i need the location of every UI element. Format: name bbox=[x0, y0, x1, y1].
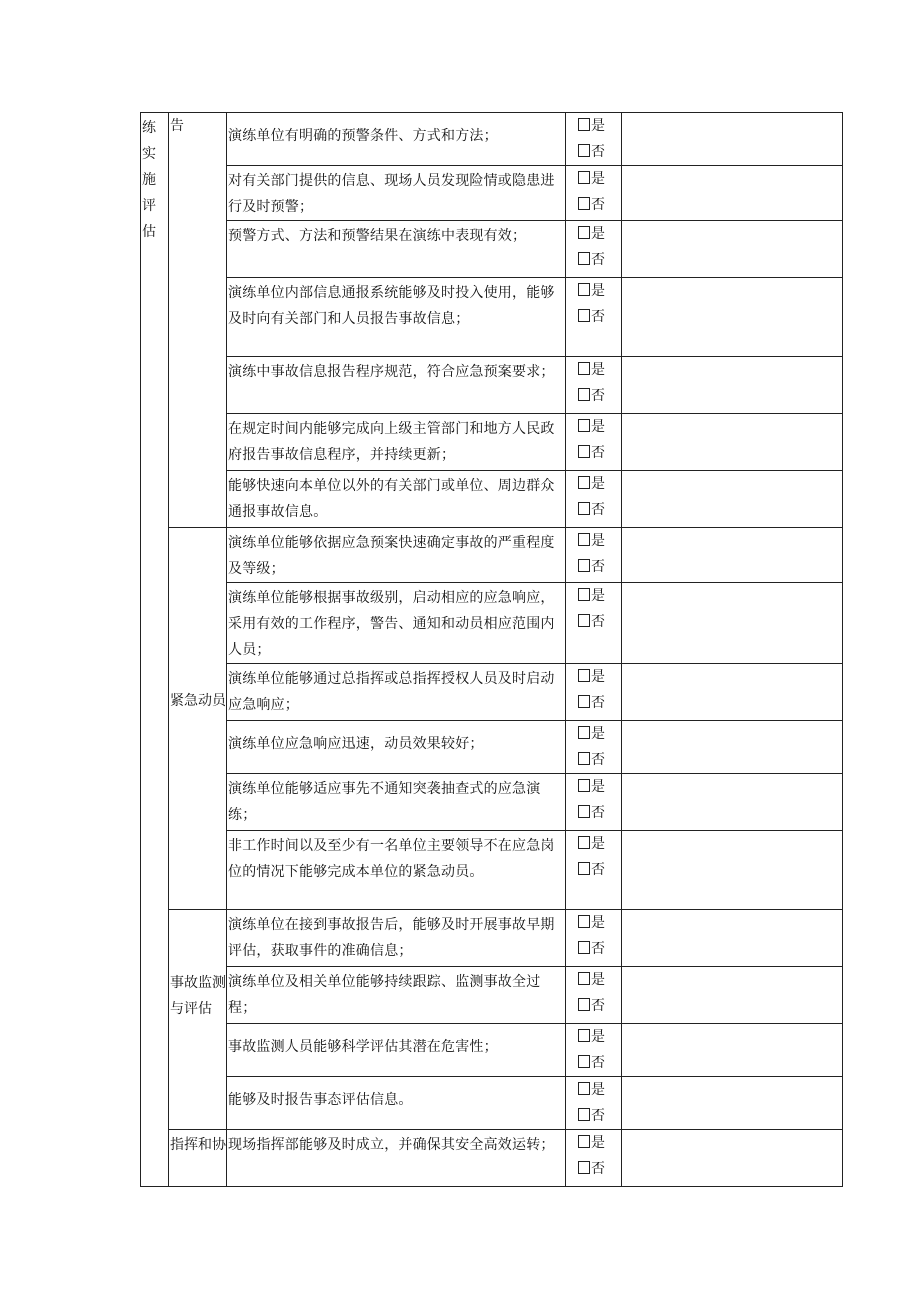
yes-no-cell bbox=[566, 721, 622, 774]
checkbox-square-icon[interactable] bbox=[578, 669, 590, 682]
no-checkbox[interactable] bbox=[566, 800, 621, 826]
criterion-text: 演练单位能够通过总指挥或总指挥授权人员及时启动应急响应； bbox=[228, 671, 555, 713]
yes-no-cell bbox=[566, 528, 622, 583]
yes-checkbox[interactable] bbox=[566, 166, 621, 192]
remarks-cell[interactable] bbox=[622, 664, 843, 721]
no-checkbox-label: 否 bbox=[591, 252, 605, 268]
checkbox-square-icon[interactable] bbox=[578, 144, 590, 157]
no-checkbox[interactable] bbox=[566, 690, 621, 716]
no-checkbox-label: 否 bbox=[591, 805, 605, 821]
yes-no-cell bbox=[566, 357, 622, 414]
criterion-text: 演练单位内部信息通报系统能够及时投入使用，能够及时向有关部门和人员报告事故信息； bbox=[228, 285, 555, 327]
yes-checkbox-label: 是 bbox=[591, 972, 605, 988]
checkbox-square-icon[interactable] bbox=[578, 752, 590, 765]
criterion-text: 演练单位能够根据事故级别，启动相应的应急响应，采用有效的工作程序，警告、通知和动员相应范围内人员； bbox=[228, 590, 555, 658]
no-checkbox[interactable] bbox=[566, 936, 621, 962]
table-row bbox=[141, 583, 843, 664]
remarks-cell[interactable] bbox=[622, 967, 843, 1024]
checkbox-square-icon[interactable] bbox=[578, 588, 590, 601]
no-checkbox-label: 否 bbox=[591, 1161, 605, 1177]
no-checkbox-label: 否 bbox=[591, 502, 605, 518]
no-checkbox[interactable] bbox=[566, 857, 621, 883]
checkbox-square-icon[interactable] bbox=[578, 476, 590, 489]
yes-no-cell bbox=[566, 414, 622, 471]
no-checkbox-label: 否 bbox=[591, 144, 605, 160]
table-row bbox=[141, 414, 843, 471]
no-checkbox-label: 否 bbox=[591, 614, 605, 630]
no-checkbox[interactable] bbox=[566, 747, 621, 773]
remarks-cell[interactable] bbox=[622, 113, 843, 166]
checkbox-square-icon[interactable] bbox=[578, 283, 590, 296]
criterion-text: 能够及时报告事态评估信息。 bbox=[228, 1092, 413, 1108]
no-checkbox-label: 否 bbox=[591, 1055, 605, 1071]
yes-checkbox[interactable] bbox=[566, 721, 621, 747]
no-checkbox[interactable] bbox=[566, 304, 621, 330]
table-row bbox=[141, 831, 843, 910]
checkbox-square-icon[interactable] bbox=[578, 779, 590, 792]
criterion-text: 演练单位能够适应事先不通知突袭抽查式的应急演练； bbox=[228, 781, 541, 823]
yes-checkbox[interactable] bbox=[566, 1130, 621, 1156]
criterion-cell bbox=[227, 831, 566, 910]
checkbox-square-icon[interactable] bbox=[578, 695, 590, 708]
yes-checkbox-label: 是 bbox=[591, 1082, 605, 1098]
table-row bbox=[141, 278, 843, 357]
yes-checkbox-label: 是 bbox=[591, 533, 605, 549]
criterion-text: 演练单位能够依据应急预案快速确定事故的严重程度及等级； bbox=[228, 535, 555, 577]
checkbox-square-icon[interactable] bbox=[578, 197, 590, 210]
checkbox-square-icon[interactable] bbox=[578, 559, 590, 572]
checkbox-square-icon[interactable] bbox=[578, 445, 590, 458]
category-cell bbox=[169, 1130, 227, 1187]
remarks-cell[interactable] bbox=[622, 278, 843, 357]
checkbox-square-icon[interactable] bbox=[578, 309, 590, 322]
yes-checkbox-label: 是 bbox=[591, 1029, 605, 1045]
checkbox-square-icon[interactable] bbox=[578, 502, 590, 515]
no-checkbox[interactable] bbox=[566, 554, 621, 580]
checkbox-square-icon[interactable] bbox=[578, 1161, 590, 1174]
yes-no-cell bbox=[566, 1130, 622, 1187]
yes-checkbox-label: 是 bbox=[591, 1135, 605, 1151]
no-checkbox[interactable] bbox=[566, 1103, 621, 1129]
yes-checkbox[interactable] bbox=[566, 471, 621, 497]
checkbox-square-icon[interactable] bbox=[578, 972, 590, 985]
checkbox-square-icon[interactable] bbox=[578, 805, 590, 818]
yes-checkbox-label: 是 bbox=[591, 226, 605, 242]
remarks-cell[interactable] bbox=[622, 471, 843, 528]
yes-checkbox-label: 是 bbox=[591, 588, 605, 604]
remarks-cell[interactable] bbox=[622, 583, 843, 664]
criterion-cell bbox=[227, 664, 566, 721]
criterion-cell bbox=[227, 1024, 566, 1077]
yes-no-cell bbox=[566, 221, 622, 278]
remarks-cell[interactable] bbox=[622, 831, 843, 910]
no-checkbox-label: 否 bbox=[591, 388, 605, 404]
table-row bbox=[141, 1130, 843, 1187]
yes-checkbox[interactable] bbox=[566, 221, 621, 247]
criterion-cell bbox=[227, 721, 566, 774]
yes-checkbox-label: 是 bbox=[591, 362, 605, 378]
no-checkbox-label: 否 bbox=[591, 1108, 605, 1124]
criterion-text: 预警方式、方法和预警结果在演练中表现有效； bbox=[228, 228, 527, 244]
no-checkbox[interactable] bbox=[566, 609, 621, 635]
no-checkbox-label: 否 bbox=[591, 941, 605, 957]
category-cell bbox=[169, 910, 227, 1130]
criterion-text: 现场指挥部能够及时成立，并确保其安全高效运转； bbox=[228, 1137, 555, 1153]
remarks-cell[interactable] bbox=[622, 1077, 843, 1130]
checkbox-square-icon[interactable] bbox=[578, 419, 590, 432]
section-label-cell bbox=[141, 113, 169, 1187]
checkbox-square-icon[interactable] bbox=[578, 252, 590, 265]
yes-checkbox-label: 是 bbox=[591, 915, 605, 931]
category-label: 紧急动员 bbox=[170, 693, 226, 709]
checkbox-square-icon[interactable] bbox=[578, 1055, 590, 1068]
criterion-text: 演练中事故信息报告程序规范，符合应急预案要求； bbox=[228, 364, 555, 380]
criterion-cell bbox=[227, 528, 566, 583]
table-row bbox=[141, 166, 843, 221]
evaluation-table bbox=[140, 112, 843, 1187]
checkbox-square-icon[interactable] bbox=[578, 171, 590, 184]
yes-checkbox[interactable] bbox=[566, 113, 621, 139]
remarks-cell[interactable] bbox=[622, 166, 843, 221]
criterion-cell bbox=[227, 278, 566, 357]
criterion-cell bbox=[227, 166, 566, 221]
checkbox-square-icon[interactable] bbox=[578, 362, 590, 375]
yes-checkbox-label: 是 bbox=[591, 779, 605, 795]
criterion-cell bbox=[227, 1130, 566, 1187]
criterion-cell bbox=[227, 471, 566, 528]
section-label: 练实施评估 bbox=[142, 120, 156, 240]
yes-no-cell bbox=[566, 113, 622, 166]
no-checkbox[interactable] bbox=[566, 993, 621, 1019]
yes-no-cell bbox=[566, 664, 622, 721]
yes-checkbox[interactable] bbox=[566, 774, 621, 800]
criterion-text: 演练单位应急响应迅速，动员效果较好； bbox=[228, 736, 484, 752]
yes-no-cell bbox=[566, 967, 622, 1024]
checkbox-square-icon[interactable] bbox=[578, 915, 590, 928]
checkbox-square-icon[interactable] bbox=[578, 1029, 590, 1042]
table-row bbox=[141, 113, 843, 166]
criterion-text: 演练单位在接到事故报告后，能够及时开展事故早期评估，获取事件的准确信息； bbox=[228, 917, 555, 959]
no-checkbox-label: 否 bbox=[591, 752, 605, 768]
table-row bbox=[141, 357, 843, 414]
remarks-cell[interactable] bbox=[622, 910, 843, 967]
criterion-cell bbox=[227, 1077, 566, 1130]
yes-checkbox-label: 是 bbox=[591, 171, 605, 187]
yes-checkbox-label: 是 bbox=[591, 836, 605, 852]
category-cell bbox=[169, 113, 227, 528]
yes-checkbox[interactable] bbox=[566, 1024, 621, 1050]
remarks-cell[interactable] bbox=[622, 721, 843, 774]
yes-no-cell bbox=[566, 471, 622, 528]
checkbox-square-icon[interactable] bbox=[578, 1108, 590, 1121]
no-checkbox-label: 否 bbox=[591, 862, 605, 878]
criterion-text: 对有关部门提供的信息、现场人员发现险情或隐患进行及时预警； bbox=[228, 173, 555, 215]
table-row bbox=[141, 221, 843, 278]
no-checkbox[interactable] bbox=[566, 192, 621, 218]
no-checkbox-label: 否 bbox=[591, 309, 605, 325]
table-row bbox=[141, 1024, 843, 1077]
criterion-text: 能够快速向本单位以外的有关部门或单位、周边群众通报事故信息。 bbox=[228, 478, 555, 520]
checkbox-square-icon[interactable] bbox=[578, 836, 590, 849]
checkbox-square-icon[interactable] bbox=[578, 388, 590, 401]
no-checkbox[interactable] bbox=[566, 440, 621, 466]
yes-checkbox-label: 是 bbox=[591, 726, 605, 742]
yes-no-cell bbox=[566, 583, 622, 664]
criterion-cell bbox=[227, 113, 566, 166]
table-row bbox=[141, 664, 843, 721]
criterion-cell bbox=[227, 414, 566, 471]
yes-checkbox-label: 是 bbox=[591, 118, 605, 134]
remarks-cell[interactable] bbox=[622, 774, 843, 831]
yes-checkbox[interactable] bbox=[566, 528, 621, 554]
checkbox-square-icon[interactable] bbox=[578, 533, 590, 546]
table-row bbox=[141, 967, 843, 1024]
criterion-text: 演练单位有明确的预警条件、方式和方法； bbox=[228, 128, 498, 144]
table-row bbox=[141, 774, 843, 831]
criterion-cell bbox=[227, 221, 566, 278]
checkbox-square-icon[interactable] bbox=[578, 1082, 590, 1095]
remarks-cell[interactable] bbox=[622, 528, 843, 583]
criterion-text: 事故监测人员能够科学评估其潜在危害性； bbox=[228, 1039, 498, 1055]
category-label: 告 bbox=[170, 118, 184, 134]
yes-no-cell bbox=[566, 774, 622, 831]
criterion-cell bbox=[227, 774, 566, 831]
table-row bbox=[141, 528, 843, 583]
no-checkbox[interactable] bbox=[566, 383, 621, 409]
remarks-cell[interactable] bbox=[622, 1130, 843, 1187]
checkbox-square-icon[interactable] bbox=[578, 726, 590, 739]
remarks-cell[interactable] bbox=[622, 1024, 843, 1077]
checkbox-square-icon[interactable] bbox=[578, 614, 590, 627]
yes-no-cell bbox=[566, 1077, 622, 1130]
no-checkbox-label: 否 bbox=[591, 998, 605, 1014]
criterion-cell bbox=[227, 967, 566, 1024]
table-row bbox=[141, 910, 843, 967]
table-row bbox=[141, 471, 843, 528]
category-label: 事故监测与评估 bbox=[170, 975, 226, 1017]
yes-checkbox[interactable] bbox=[566, 910, 621, 936]
yes-checkbox[interactable] bbox=[566, 967, 621, 993]
yes-checkbox[interactable] bbox=[566, 1077, 621, 1103]
checkbox-square-icon[interactable] bbox=[578, 862, 590, 875]
yes-checkbox[interactable] bbox=[566, 414, 621, 440]
no-checkbox[interactable] bbox=[566, 497, 621, 523]
remarks-cell[interactable] bbox=[622, 357, 843, 414]
criterion-cell bbox=[227, 357, 566, 414]
yes-checkbox-label: 是 bbox=[591, 283, 605, 299]
yes-checkbox[interactable] bbox=[566, 583, 621, 609]
checkbox-square-icon[interactable] bbox=[578, 226, 590, 239]
category-label: 指挥和协 bbox=[170, 1137, 226, 1153]
yes-no-cell bbox=[566, 831, 622, 910]
criterion-text: 演练单位及相关单位能够持续跟踪、监测事故全过程； bbox=[228, 974, 541, 1016]
checkbox-square-icon[interactable] bbox=[578, 998, 590, 1011]
no-checkbox-label: 否 bbox=[591, 559, 605, 575]
table-row bbox=[141, 1077, 843, 1130]
yes-no-cell bbox=[566, 166, 622, 221]
checkbox-square-icon[interactable] bbox=[578, 1135, 590, 1148]
criterion-text: 在规定时间内能够完成向上级主管部门和地方人民政府报告事故信息程序，并持续更新； bbox=[228, 421, 555, 463]
checkbox-square-icon[interactable] bbox=[578, 118, 590, 131]
criterion-text: 非工作时间以及至少有一名单位主要领导不在应急岗位的情况下能够完成本单位的紧急动员。 bbox=[228, 838, 555, 880]
yes-checkbox[interactable] bbox=[566, 831, 621, 857]
category-cell bbox=[169, 528, 227, 910]
no-checkbox-label: 否 bbox=[591, 197, 605, 213]
no-checkbox[interactable] bbox=[566, 1156, 621, 1182]
criterion-cell bbox=[227, 583, 566, 664]
yes-checkbox[interactable] bbox=[566, 357, 621, 383]
yes-checkbox-label: 是 bbox=[591, 419, 605, 435]
yes-checkbox-label: 是 bbox=[591, 669, 605, 685]
yes-checkbox[interactable] bbox=[566, 664, 621, 690]
no-checkbox-label: 否 bbox=[591, 695, 605, 711]
yes-no-cell bbox=[566, 278, 622, 357]
yes-no-cell bbox=[566, 1024, 622, 1077]
table-row bbox=[141, 721, 843, 774]
no-checkbox[interactable] bbox=[566, 139, 621, 165]
checkbox-square-icon[interactable] bbox=[578, 941, 590, 954]
no-checkbox[interactable] bbox=[566, 247, 621, 273]
no-checkbox[interactable] bbox=[566, 1050, 621, 1076]
yes-checkbox[interactable] bbox=[566, 278, 621, 304]
yes-checkbox-label: 是 bbox=[591, 476, 605, 492]
remarks-cell[interactable] bbox=[622, 221, 843, 278]
yes-no-cell bbox=[566, 910, 622, 967]
criterion-cell bbox=[227, 910, 566, 967]
remarks-cell[interactable] bbox=[622, 414, 843, 471]
no-checkbox-label: 否 bbox=[591, 445, 605, 461]
